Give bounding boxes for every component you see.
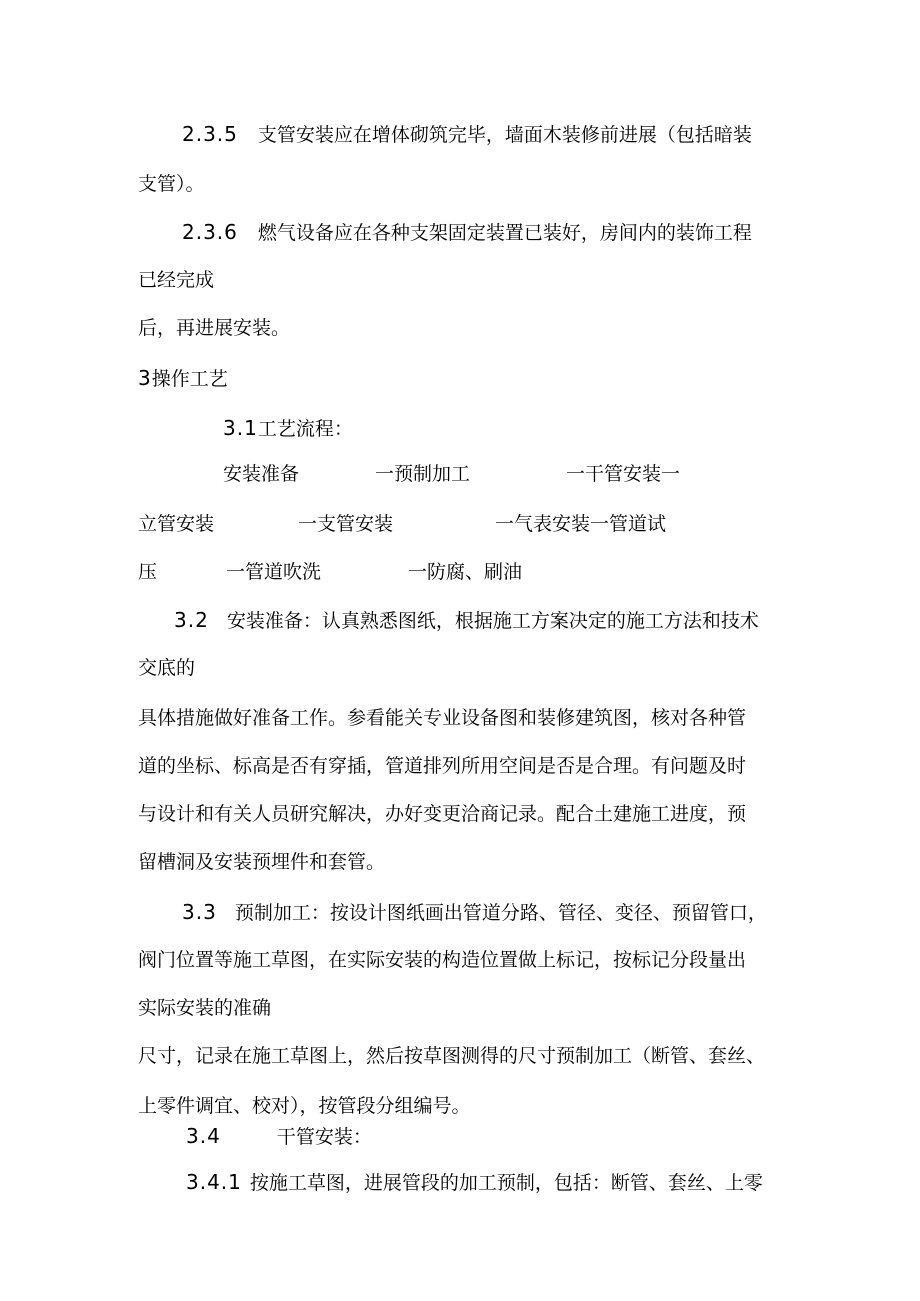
section-number: 3.2 xyxy=(174,608,209,632)
flow-step: 一气表安装一管道试 xyxy=(495,513,667,535)
section-3-2-line-3: 具体措施做好准备工作。参看能关专业设备图和装修建筑图，核对各种管 xyxy=(138,707,747,729)
section-number: 3 xyxy=(138,366,152,390)
section-title: 干管安装： xyxy=(276,1126,372,1148)
section-2-3-5-line-2: 支管）。 xyxy=(138,173,205,195)
section-number: 2.3.5 xyxy=(182,122,238,146)
section-3-2-line-2: 交底的 xyxy=(138,657,196,679)
section-2-3-6-line-3: 后，再进展安装。 xyxy=(138,317,291,339)
section-3-heading xyxy=(138,366,228,391)
flow-step: 一支管安装 xyxy=(298,513,394,535)
flow-step: 一防腐、刷油 xyxy=(408,561,523,583)
section-number: 3.1 xyxy=(223,416,258,440)
section-2-3-6-line-2: 已经完成 xyxy=(138,269,215,291)
section-3-3-line-4: 尺寸，记录在施工草图上，然后按草图测得的尺寸预制加工（断管、套丝、 xyxy=(138,1045,766,1067)
flow-step: 压 xyxy=(138,561,158,583)
section-3-2-line-4: 道的坐标、标高是否有穿插，管道排列所用空间是否是合理。有问题及时 xyxy=(138,755,747,777)
section-3-3-line-2: 阀门位置等施工草图，在实际安装的构造位置做上标记，按标记分段量出 xyxy=(138,949,747,971)
section-3-3-line-5: 上零件调宜、校对），按管段分组编号。 xyxy=(138,1095,471,1117)
flow-step: 安装准备 xyxy=(223,463,300,485)
section-3-4-1-line-1 xyxy=(186,1170,763,1195)
section-number: 3.4.1 xyxy=(186,1170,242,1194)
section-title: 操作工艺 xyxy=(151,368,228,390)
flow-step: 一预制加工 xyxy=(375,463,471,485)
paragraph-text: 支管安装应在增体砌筑完毕，墙面木装修前进展（包括暗装 xyxy=(257,124,752,146)
paragraph-text: 按施工草图，进展管段的加工预制，包括：断管、套丝、上零 xyxy=(249,1172,763,1194)
section-number: 3.4 xyxy=(186,1124,221,1148)
section-3-2-line-1 xyxy=(174,608,759,633)
section-3-3-line-3: 实际安装的准确 xyxy=(138,997,272,1019)
section-3-2-line-5: 与设计和有关人员研究解决，办好变更洽商记录。配合土建施工进度，预 xyxy=(138,803,747,825)
flow-step: 一干管安装一 xyxy=(566,463,681,485)
section-3-4-heading xyxy=(186,1124,372,1149)
section-title: 工艺流程： xyxy=(257,418,353,440)
section-number: 3.3 xyxy=(182,900,217,924)
section-3-3-line-1 xyxy=(182,900,767,925)
paragraph-text: 预制加工：按设计图纸画出管道分路、管径、变径、预留管口， xyxy=(234,902,767,924)
paragraph-text: 安装准备：认真熟悉图纸，根据施工方案决定的施工方法和技术 xyxy=(226,610,759,632)
section-3-2-line-6: 留槽洞及安装预埋件和套管。 xyxy=(138,851,386,873)
flow-step: 立管安装 xyxy=(138,513,215,535)
section-number: 2.3.6 xyxy=(182,220,238,244)
section-3-1-heading xyxy=(223,416,353,441)
section-2-3-6-line-1 xyxy=(182,220,752,245)
paragraph-text: 燃气设备应在各种支架固定装置已装好，房间内的装饰工程 xyxy=(257,222,752,244)
flow-step: 一管道吹洗 xyxy=(226,561,322,583)
section-2-3-5-line-1 xyxy=(182,122,752,147)
